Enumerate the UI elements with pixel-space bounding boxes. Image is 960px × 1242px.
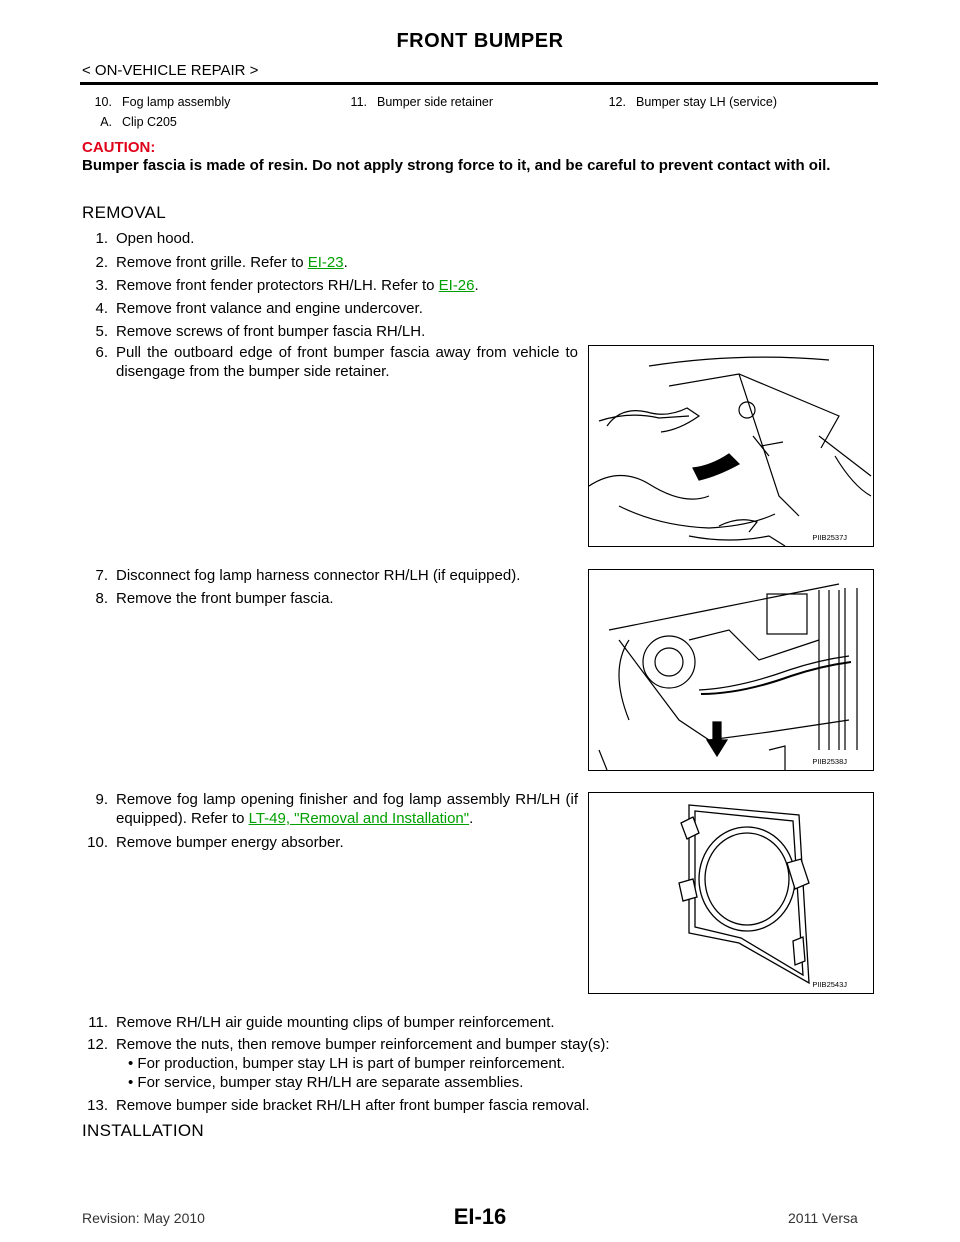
reference-link-lt-49[interactable]: LT-49, "Removal and Installation" bbox=[248, 810, 470, 827]
step-text: Remove front valance and engine undercover. bbox=[116, 300, 423, 317]
step-number: 6. bbox=[95, 344, 108, 361]
step-number: 4. bbox=[95, 300, 108, 317]
step-number: 2. bbox=[95, 254, 108, 271]
model-year: 2011 Versa bbox=[788, 1210, 858, 1226]
legend-number: A. bbox=[100, 115, 112, 129]
step-13 bbox=[82, 1096, 590, 1115]
step-7 bbox=[82, 566, 520, 585]
figure-fog-lamp-finisher bbox=[588, 792, 874, 994]
step-text: Remove the nuts, then remove bumper reinforcement and bumper stay(s): bbox=[116, 1036, 610, 1053]
fog-lamp-finisher-illustration bbox=[589, 793, 875, 995]
bullet-production: • For production, bumper stay LH is part of bumper reinforcement. bbox=[128, 1055, 566, 1072]
step-text: Open hood. bbox=[116, 230, 195, 247]
step-text: Remove bumper energy absorber. bbox=[116, 834, 344, 851]
figure-fascia-connector bbox=[588, 569, 874, 771]
step-number: 8. bbox=[95, 590, 108, 607]
legend-row bbox=[82, 92, 878, 112]
step-number: 7. bbox=[95, 567, 108, 584]
page-title: FRONT BUMPER bbox=[396, 30, 564, 52]
step-text: Pull the outboard edge of front bumper fascia away from vehicle to disengage from the bumper side retainer. bbox=[116, 344, 578, 380]
step-text: Remove RH/LH air guide mounting clips of bumper reinforcement. bbox=[116, 1014, 555, 1031]
reference-link-ei-26[interactable]: EI-26 bbox=[438, 277, 475, 294]
section-breadcrumb: < ON-VEHICLE REPAIR > bbox=[82, 62, 259, 79]
step-5 bbox=[82, 322, 425, 341]
legend-text: Fog lamp assembly bbox=[122, 95, 231, 109]
step-text: Remove front fender protectors RH/LH. Refer to bbox=[116, 277, 439, 294]
step-text: Remove screws of front bumper fascia RH/LH. bbox=[116, 323, 426, 340]
revision-date: Revision: May 2010 bbox=[82, 1210, 205, 1226]
step-9 bbox=[82, 790, 578, 828]
legend-item bbox=[596, 92, 777, 112]
step-3 bbox=[82, 276, 479, 295]
legend-item bbox=[82, 112, 177, 132]
step-number: 5. bbox=[95, 323, 108, 340]
step-12 bbox=[82, 1035, 610, 1092]
step-text: Remove the front bumper fascia. bbox=[116, 590, 334, 607]
legend-item bbox=[337, 92, 493, 112]
legend-text: Bumper stay LH (service) bbox=[636, 95, 778, 109]
caution-label: CAUTION: bbox=[82, 139, 156, 156]
step-text: Disconnect fog lamp harness connector RH/LH (if equipped). bbox=[116, 567, 521, 584]
step-number: 1. bbox=[95, 230, 108, 247]
legend-number: 11. bbox=[350, 95, 367, 109]
legend-number: 10. bbox=[94, 95, 112, 109]
legend-text: Bumper side retainer bbox=[377, 95, 494, 109]
step-text: Remove fog lamp opening finisher and fog lamp assembly RH/LH (if equipped). Refer to bbox=[116, 791, 578, 827]
reference-link-ei-23[interactable]: EI-23 bbox=[307, 254, 344, 271]
figure-fascia-removal bbox=[588, 345, 874, 547]
legend-number: 12. bbox=[608, 95, 626, 109]
page-number: EI-16 bbox=[453, 1204, 507, 1229]
step-text-end: . bbox=[343, 254, 348, 271]
step-number: 11. bbox=[88, 1014, 108, 1031]
step-6 bbox=[82, 343, 578, 381]
step-number: 12. bbox=[87, 1036, 108, 1053]
step-text: Remove front grille. Refer to bbox=[116, 254, 308, 271]
legend-row bbox=[82, 112, 878, 132]
fascia-pull-illustration bbox=[589, 346, 875, 548]
step-number: 13. bbox=[87, 1097, 108, 1114]
fog-lamp-connector-illustration bbox=[589, 570, 875, 772]
figure-id: PIIB2537J bbox=[812, 533, 847, 542]
step-text-end: . bbox=[469, 810, 474, 827]
legend-text: Clip C205 bbox=[122, 115, 177, 129]
step-number: 3. bbox=[95, 277, 108, 294]
step-text: Remove bumper side bracket RH/LH after front bumper fascia removal. bbox=[116, 1097, 590, 1114]
figure-legend bbox=[82, 92, 878, 132]
step-4 bbox=[82, 299, 423, 318]
step-10 bbox=[82, 833, 344, 852]
figure-id: PIIB2538J bbox=[812, 757, 847, 766]
step-text-end: . bbox=[474, 277, 479, 294]
step-1 bbox=[82, 229, 194, 248]
removal-heading: REMOVAL bbox=[82, 203, 166, 222]
step-number: 9. bbox=[95, 791, 108, 808]
legend-item bbox=[82, 92, 230, 112]
caution-text: Bumper fascia is made of resin. Do not apply strong force to it, and be careful to prevent contact with oil. bbox=[82, 157, 831, 174]
step-2 bbox=[82, 253, 348, 272]
header-rule bbox=[80, 82, 878, 85]
bullet-service: • For service, bumper stay RH/LH are separate assemblies. bbox=[128, 1074, 524, 1091]
step-number: 10. bbox=[87, 834, 108, 851]
figure-id: PIIB2543J bbox=[812, 980, 847, 989]
step-11 bbox=[82, 1013, 555, 1032]
step-8 bbox=[82, 589, 334, 608]
installation-heading: INSTALLATION bbox=[82, 1121, 204, 1140]
